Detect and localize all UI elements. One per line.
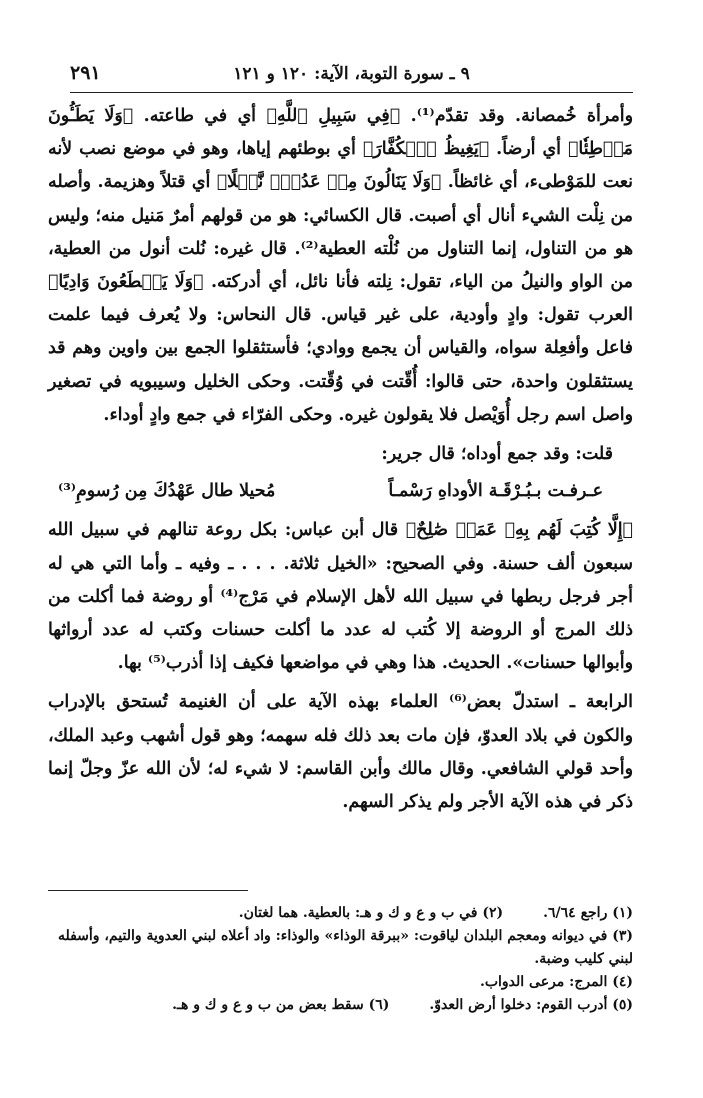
poem-hemistich-1: عـرفـت بـبُـرْقَـة الأوداهِ رَسْمـاً — [388, 481, 603, 502]
poem-intro: قلت: وقد جمع أوداه؛ قال جرير: — [381, 444, 613, 465]
paragraph-1: وأمرأة خُمصانة. وقد تقدّم⁽¹⁾. ﴿فِي سَبِيلِ ٱللَّهِ﴾ أي في طاعته. ﴿وَلَا يَطَـُٔونَ مَوۡطِئٗا﴾ أي أرضاً. ﴿يَغِيظُ ٱلۡكُفَّارَ﴾ أي بوطئهم إياها، وهو في موضع نصب لأنه نعت للمَوْطىء، أي غائظاً. ﴿وَلَا يَنَالُونَ مِنۡ عَدُوّٖ نَّيۡلًا﴾ أي قتلاً وهزيمة. وأصله من نِلْت الشيء أنال أي أصبت. قال الكسائي: هو من قولهم أمرٌ مَنيل منه؛ وليس هو من التناول، إنما التناول من نُلْته العطية⁽²⁾. قال غيره: نُلت أنول من العطية، من الواو والنيلُ من الياء، تقول: نِلته فأنا نائل، أي أدركته. ﴿وَلَا يَقۡطَعُونَ وَادِيًا﴾ العرب تقول: وادٍ وأودية، على غير قياس. قال النحاس: ولا يُعرف فيما علمت فاعل وأفعِلة سواه، والقياس أن يجمع ووادي؛ فأستثقلوا الجمع بين واوين وهم قد يستثقلون واحدة، حتى قالوا: أُقّتت في وُقّتت. وحكى الخليل وسيبويه في تصغير واصل اسم رجل أُوَيْصل فلا يقولون غيره. وحكى الفرّاء في جمع وادٍ أوداء. — [48, 106, 634, 425]
poem-hemistich-2: مُحيلا طال عَهْدُكَ مِن رُسومِ⁽³⁾ — [58, 481, 276, 502]
footnote-2: (٢) في ب و ع و ك و هـ: بالعطية. هما لغتان. — [238, 905, 504, 921]
running-title: ٩ ـ سورة التوبة، الآية: ١٢٠ و ١٢١ — [233, 64, 470, 84]
page-number: ٢٩١ — [70, 62, 101, 84]
footnote-5: (٥) أدرب القوم: دخلوا أرض العدوّ. — [429, 997, 633, 1013]
poem-verse — [48, 475, 633, 508]
footnote-1: (١) راجع ٦/٦٤. — [543, 905, 633, 921]
footnote-3: (٣) في ديوانه ومعجم البلدان لياقوت: «ببرقة الوذاء» والوذاء: واد أعلاه لبني العدوية والتيم، وأسفله لبني كليب وضبة. — [57, 928, 633, 967]
footnote-row — [48, 994, 633, 1017]
footnote-separator — [48, 890, 248, 891]
footnote-row — [48, 902, 633, 925]
page-header — [70, 62, 633, 93]
paragraph-2: ﴿إِلَّا كُتِبَ لَهُم بِهِۦ عَمَلٞ صَٰلِحٌ﴾ قال أبن عباس: بكل روعة تنالهم في سبيل الله سبعون ألف حسنة. وفي الصحيح: «الخيل ثلاثة. . . . ـ وفيه ـ وأما التي هي له أجر فرجل ربطها في سبيل الله لأهل الإسلام في مَرْج⁽⁴⁾ أو روضة فما أكلت من ذلك المرج أو الروضة إلا كُتب له عدد ما أكلت حسنات وكتب له عدد أرواثها وأبوالها حسنات». الحديث. هذا وهي في مواضعها فكيف إذا أذرب⁽⁵⁾ بها. — [48, 520, 634, 674]
paragraph-3: الرابعة ـ استدلّ بعض⁽⁶⁾ العلماء بهذه الآية على أن الغنيمة تُستحق بالإدراب والكون في بلاد العدوّ، فإن مات بعد ذلك فله سهمه؛ وهو قول أشهب وعبد الملك، وأحد قولي الشافعي. وقال مالك وأبن القاسم: لا شيء له؛ لأن الله عزّ وجلّ إنما ذكر في هذه الآية الأجر ولم يذكر السهم. — [48, 692, 633, 813]
footnote-6: (٦) سقط بعض من ب و ع و ك و هـ. — [172, 997, 390, 1013]
footnotes — [48, 902, 633, 1017]
main-text — [48, 100, 633, 819]
footnote-4: (٤) المرج: مرعى الدواب. — [479, 974, 633, 990]
